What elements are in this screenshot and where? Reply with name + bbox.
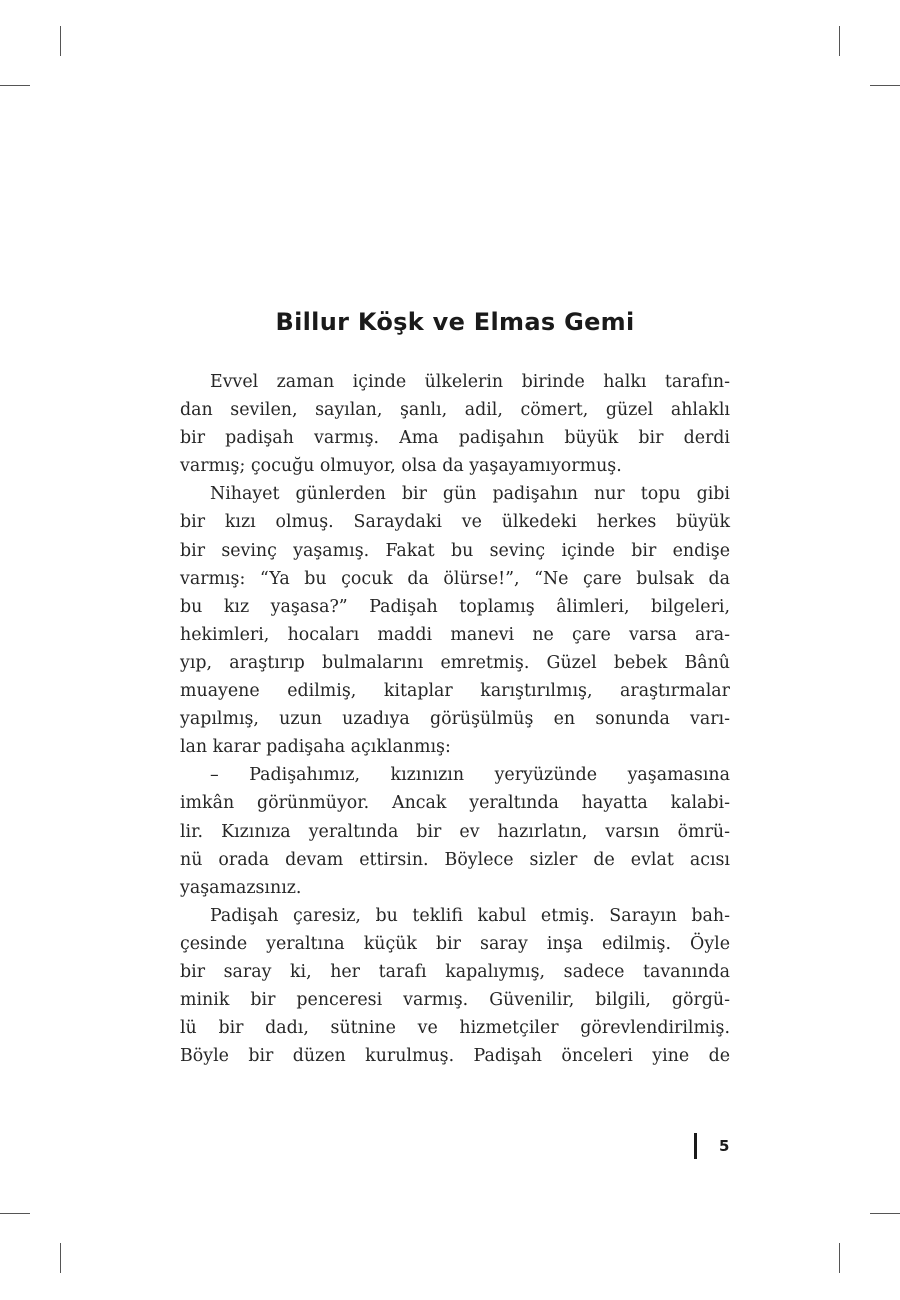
crop-mark-bottom-right-vertical <box>839 1243 840 1273</box>
crop-mark-top-left-horizontal <box>0 85 30 86</box>
text-line: bir sevinç yaşamış. Fakat bu sevinç içinde bir endişe <box>180 540 730 561</box>
crop-mark-bottom-left-vertical <box>60 1243 61 1273</box>
crop-mark-top-right-horizontal <box>870 85 900 86</box>
text-line: yıp, araştırıp bulmalarını emretmiş. Güzel bebek Bânû <box>180 652 730 673</box>
text-line: lir. Kızınıza yeraltında bir ev hazırlatın, varsın ömrü- <box>180 821 730 842</box>
chapter-title: Billur Köşk ve Elmas Gemi <box>275 308 635 336</box>
crop-mark-top-right-vertical <box>839 26 840 56</box>
text-line: minik bir penceresi varmış. Güvenilir, bilgili, görgü- <box>180 990 730 1011</box>
crop-mark-bottom-left-horizontal <box>0 1213 30 1214</box>
text-line: Padişah çaresiz, bu teklifi kabul etmiş. Sarayın bah- <box>210 905 730 926</box>
crop-mark-bottom-right-horizontal <box>870 1213 900 1214</box>
text-line: hekimleri, hocaları maddi manevi ne çare varsa ara- <box>180 624 730 645</box>
body-text <box>180 368 730 1070</box>
text-line: lan karar padişaha açıklanmış: <box>180 737 451 758</box>
text-line: yapılmış, uzun uzadıya görüşülmüş en sonunda varı- <box>180 709 730 730</box>
text-line: muayene edilmiş, kitaplar karıştırılmış, araştırmalar <box>180 681 730 702</box>
text-line: bir padişah varmış. Ama padişahın büyük bir derdi <box>180 428 730 449</box>
text-line: varmış; çocuğu olmuyor, olsa da yaşayamıyormuş. <box>180 456 622 477</box>
text-line: bir saray ki, her tarafı kapalıymış, sadece tavanında <box>180 961 730 982</box>
text-line: Böyle bir düzen kurulmuş. Padişah önceleri yine de <box>180 1046 730 1067</box>
text-line: çesinde yeraltına küçük bir saray inşa edilmiş. Öyle <box>180 933 730 954</box>
text-line: dan sevilen, sayılan, şanlı, adil, cömert, güzel ahlaklı <box>180 400 730 421</box>
text-line: bu kız yaşasa?” Padişah toplamış âlimleri, bilgeleri, <box>180 596 730 617</box>
text-line: – Padişahımız, kızınızın yeryüzünde yaşamasına <box>210 765 730 786</box>
page-number: 5 <box>719 1137 730 1155</box>
text-line: varmış: “Ya bu çocuk da ölürse!”, “Ne çare bulsak da <box>180 568 730 589</box>
text-line: Nihayet günlerden bir gün padişahın nur topu gibi <box>210 484 730 505</box>
text-line: Evvel zaman içinde ülkelerin birinde halkı tarafın- <box>210 372 730 392</box>
crop-mark-top-left-vertical <box>60 26 61 56</box>
text-line: nü orada devam ettirsin. Böylece sizler de evlat acısı <box>180 849 730 870</box>
text-line: lü bir dadı, sütnine ve hizmetçiler görevlendirilmiş. <box>180 1018 730 1039</box>
page-folio <box>694 1133 729 1159</box>
folio-bar <box>694 1133 697 1159</box>
text-line: imkân görünmüyor. Ancak yeraltında hayatta kalabi- <box>180 793 730 814</box>
text-line: bir kızı olmuş. Saraydaki ve ülkedeki herkes büyük <box>180 512 730 533</box>
text-line: yaşamazsınız. <box>180 877 302 898</box>
